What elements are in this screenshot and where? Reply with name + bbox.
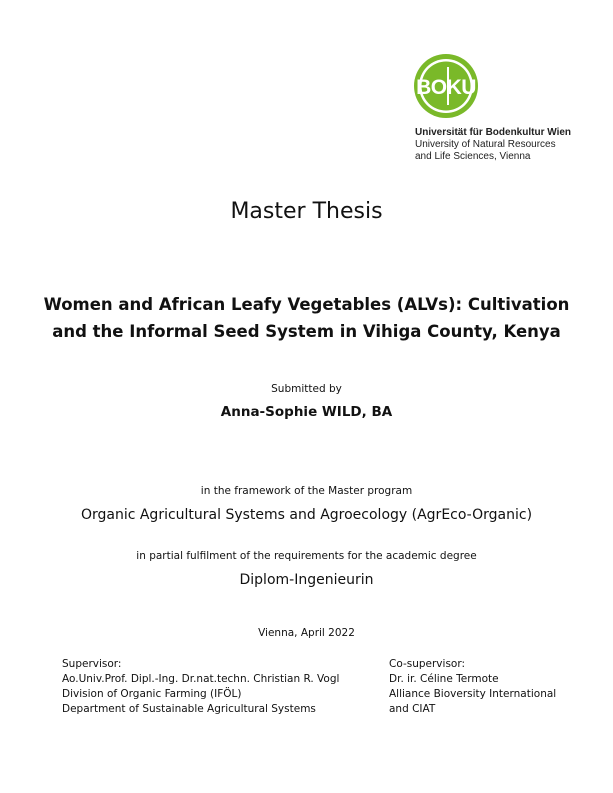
boku-logo-icon xyxy=(413,53,479,119)
university-name-en-line2: and Life Sciences, Vienna xyxy=(415,151,531,162)
partial-fulfilment-label: in partial fulfilment of the requirements for the academic degree xyxy=(136,550,477,562)
university-name xyxy=(415,127,605,163)
thesis-title xyxy=(0,291,613,345)
co-supervisor-name: Dr. ir. Céline Termote xyxy=(389,673,499,685)
program-name: Organic Agricultural Systems and Agroecology (AgrEco-Organic) xyxy=(80,507,533,523)
supervisor-division: Division of Organic Farming (IFÖL) xyxy=(62,688,242,700)
co-supervisor-org-line2: and CIAT xyxy=(389,703,436,715)
supervisor-label: Supervisor: xyxy=(62,658,122,670)
submitted-by-label: Submitted by xyxy=(271,383,342,395)
co-supervisor-block xyxy=(389,657,556,717)
academic-degree: Diplom-Ingenieurin xyxy=(239,572,374,588)
thesis-title-line1: Women and African Leafy Vegetables (ALVs): Cultivation xyxy=(43,295,570,314)
supervisor-name: Ao.Univ.Prof. Dipl.-Ing. Dr.nat.techn. Christian R. Vogl xyxy=(62,673,340,685)
document-type: Master Thesis xyxy=(230,199,383,224)
university-name-de: Universität für Bodenkultur Wien xyxy=(415,127,572,138)
university-name-en-line1: University of Natural Resources xyxy=(415,139,556,150)
co-supervisor-org-line1: Alliance Bioversity International xyxy=(389,688,557,700)
thesis-title-line2: and the Informal Seed System in Vihiga County, Kenya xyxy=(52,322,561,341)
framework-label: in the framework of the Master program xyxy=(200,485,413,497)
supervisor-block xyxy=(62,657,339,717)
co-supervisor-label: Co-supervisor: xyxy=(389,658,466,670)
author-name: Anna-Sophie WILD, BA xyxy=(220,404,393,420)
logo-brand-text: BOKU xyxy=(416,76,476,99)
supervisor-department: Department of Sustainable Agricultural Systems xyxy=(62,703,316,715)
place-and-date: Vienna, April 2022 xyxy=(258,627,355,639)
